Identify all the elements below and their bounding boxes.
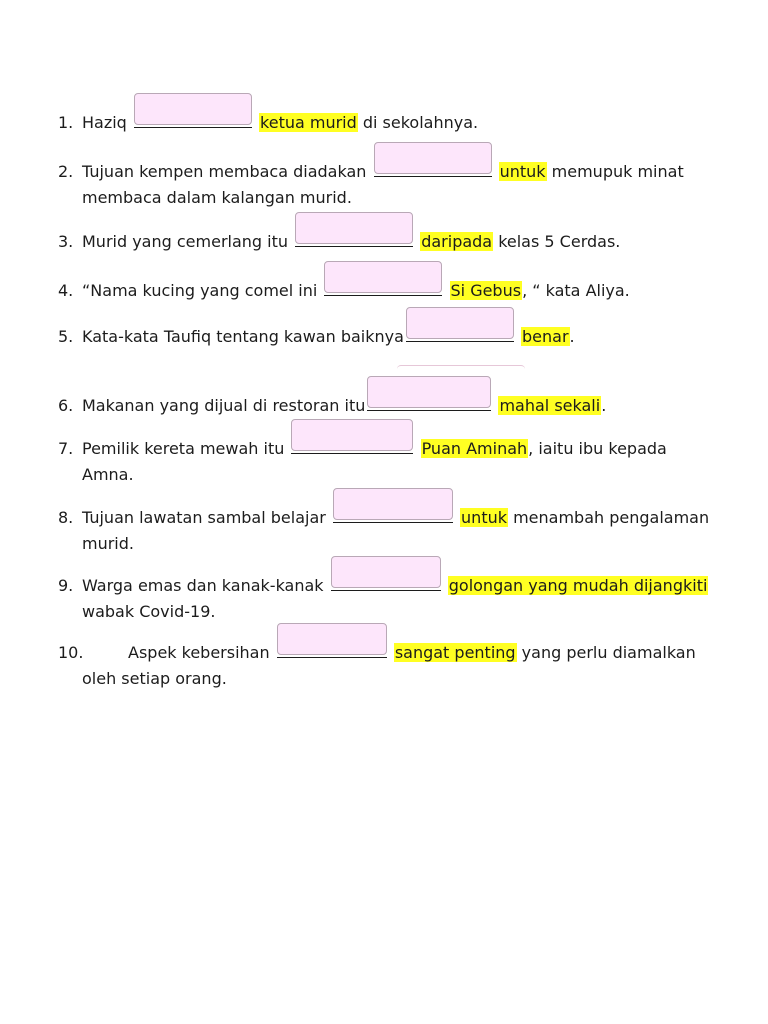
question-continuation: murid. xyxy=(82,534,134,553)
question-text: Tujuan kempen membaca diadakan xyxy=(82,162,367,181)
question-text: Aspek kebersihan xyxy=(128,643,270,662)
question-text: Kata-kata Taufiq tentang kawan baiknya xyxy=(82,327,404,346)
highlighted-phrase: daripada xyxy=(421,232,493,251)
question-number: 3. xyxy=(58,232,74,251)
question-text-after: . xyxy=(601,396,607,415)
question-text-after: yang perlu diamalkan xyxy=(516,643,696,662)
answer-input-box[interactable] xyxy=(333,488,453,520)
answer-input-box[interactable] xyxy=(406,307,514,339)
question-continuation: membaca dalam kalangan murid. xyxy=(82,188,352,207)
answer-blank xyxy=(333,508,453,523)
question-number: 5. xyxy=(58,327,74,346)
question-3 xyxy=(58,229,620,255)
question-1 xyxy=(58,110,478,136)
answer-input-box[interactable] xyxy=(277,623,387,655)
question-number: 4. xyxy=(58,281,74,300)
question-text-after: di sekolahnya. xyxy=(357,113,479,132)
highlighted-phrase: sangat penting xyxy=(394,643,516,662)
decorative-box-outline xyxy=(397,365,525,370)
answer-blank xyxy=(367,396,491,411)
question-text-after: , “ kata Aliya. xyxy=(522,281,630,300)
highlighted-phrase: benar xyxy=(522,327,569,346)
highlighted-phrase: Puan Aminah xyxy=(421,439,528,458)
question-6 xyxy=(58,393,606,419)
question-4 xyxy=(58,278,630,304)
answer-blank xyxy=(291,439,413,454)
question-text: Tujuan lawatan sambal belajar xyxy=(82,508,326,527)
answer-input-box[interactable] xyxy=(367,376,491,408)
answer-blank xyxy=(324,281,442,296)
answer-blank xyxy=(331,576,441,591)
answer-input-box[interactable] xyxy=(374,142,492,174)
question-text: “Nama kucing yang comel ini xyxy=(82,281,318,300)
question-text: Pemilik kereta mewah itu xyxy=(82,439,285,458)
question-text-after: kelas 5 Cerdas. xyxy=(493,232,621,251)
highlighted-phrase: untuk xyxy=(499,162,546,181)
question-text-after: memupuk minat xyxy=(546,162,684,181)
highlighted-phrase: mahal sekali xyxy=(499,396,601,415)
question-number: 2. xyxy=(58,162,74,181)
question-continuation: Amna. xyxy=(82,465,134,484)
question-text: Warga emas dan kanak-kanak xyxy=(82,576,324,595)
highlighted-phrase: Si Gebus xyxy=(450,281,522,300)
question-text: Murid yang cemerlang itu xyxy=(82,232,289,251)
highlighted-phrase: golongan yang mudah dijangkiti xyxy=(448,576,708,595)
highlighted-phrase: untuk xyxy=(461,508,507,527)
question-text: Haziq xyxy=(82,113,127,132)
question-text: Makanan yang dijual di restoran itu xyxy=(82,396,366,415)
question-10 xyxy=(58,640,696,692)
question-number: 10. xyxy=(58,643,84,662)
question-8 xyxy=(58,505,709,557)
question-9 xyxy=(58,573,708,625)
answer-blank xyxy=(374,162,492,177)
question-text-after: . xyxy=(569,327,575,346)
question-2 xyxy=(58,159,684,211)
answer-input-box[interactable] xyxy=(134,93,252,125)
question-number: 9. xyxy=(58,576,74,595)
highlighted-phrase: ketua murid xyxy=(260,113,357,132)
question-continuation: oleh setiap orang. xyxy=(82,669,227,688)
question-number: 7. xyxy=(58,439,74,458)
question-number: 8. xyxy=(58,508,74,527)
question-number: 1. xyxy=(58,113,74,132)
question-number: 6. xyxy=(58,396,74,415)
answer-input-box[interactable] xyxy=(291,419,413,451)
question-text-after: , iaitu ibu kepada xyxy=(528,439,667,458)
question-5 xyxy=(58,324,575,350)
answer-blank xyxy=(277,643,387,658)
question-continuation: wabak Covid-19. xyxy=(82,602,216,621)
answer-input-box[interactable] xyxy=(324,261,442,293)
answer-input-box[interactable] xyxy=(331,556,441,588)
answer-blank xyxy=(295,232,413,247)
answer-blank xyxy=(406,327,514,342)
answer-input-box[interactable] xyxy=(295,212,413,244)
question-text-after: menambah pengalaman xyxy=(508,508,710,527)
question-7 xyxy=(58,436,667,488)
answer-blank xyxy=(134,113,252,128)
